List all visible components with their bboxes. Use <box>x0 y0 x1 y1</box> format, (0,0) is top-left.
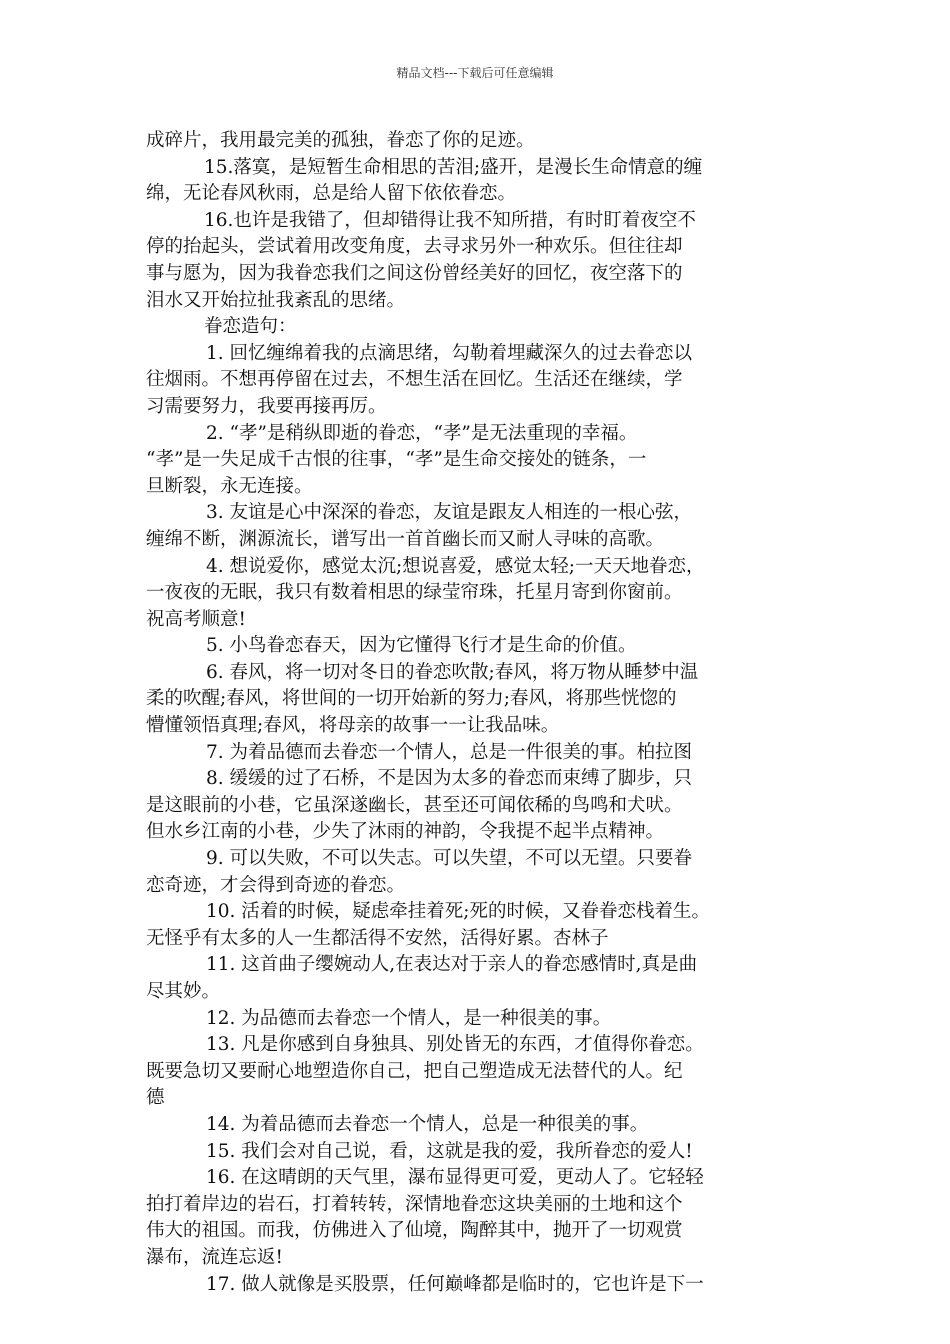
text-line: 5. 小鸟眷恋春天，因为它懂得飞行才是生命的价值。 <box>206 635 637 657</box>
text-line: 但水乡江南的小巷，少失了沐雨的神韵，令我提不起半点精神。 <box>146 821 665 843</box>
text-line: 往烟雨。不想再停留在过去，不想生活在回忆。生活还在继续，学 <box>146 369 683 391</box>
text-line: 3. 友谊是心中深深的眷恋，友谊是跟友人相连的一根心弦， <box>206 502 693 524</box>
text-line: 12. 为品德而去眷恋一个情人，是一种很美的事。 <box>206 1007 612 1029</box>
text-line: 祝高考顺意! <box>146 608 246 630</box>
text-line: 瀑布，流连忘返! <box>146 1246 283 1268</box>
text-line: 缠绵不断，渊源流长，谱写出一首首幽长而又耐人寻味的高歌。 <box>146 528 665 550</box>
text-line: 尽其妙。 <box>146 981 221 1002</box>
text-line: 拍打着岸边的岩石，打着转转，深情地眷恋这块美丽的土地和这个 <box>146 1193 683 1215</box>
text-line: 2. “孝”是稍纵即逝的眷恋，“孝”是无法重现的幸福。 <box>206 422 638 444</box>
text-line: 恋奇迹，才会得到奇迹的眷恋。 <box>146 874 406 896</box>
text-line: 6. 春风，将一切对冬日的眷恋吹散;春风，将万物从睡梦中温 <box>206 661 699 683</box>
text-line: 绵，无论春风秋雨，总是给人留下依依眷恋。 <box>146 183 517 205</box>
text-line: 9. 可以失败，不可以失志。可以失望，不可以无望。只要眷 <box>206 848 693 870</box>
text-line: 8. 缓缓的过了石桥，不是因为太多的眷恋而束缚了脚步，只 <box>206 768 693 790</box>
text-line: 一夜夜的无眠，我只有数着相思的绿莹帘珠，托星月寄到你窗前。 <box>146 582 683 604</box>
text-line: 10. 活着的时候，疑虑牵挂着死;死的时候，又眷眷恋栈着生。 <box>206 901 711 923</box>
text-line: 懵懂领悟真理;春风，将母亲的故事一一让我品味。 <box>146 715 560 737</box>
text-line: 泪水又开始拉扯我紊乱的思绪。 <box>146 289 406 311</box>
text-line: 13. 凡是你感到自身独具、别处皆无的东西，才值得你眷恋。 <box>206 1034 704 1056</box>
text-line: 4. 想说爱你，感觉太沉;想说喜爱，感觉太轻;一天天地眷恋， <box>206 555 705 577</box>
text-line: 既要急切又要耐心地塑造你自己，把自己塑造成无法替代的人。纪 <box>146 1060 683 1082</box>
text-line: 伟大的祖国。而我，仿佛进入了仙境，陶醉其中，抛开了一切观赏 <box>146 1220 683 1242</box>
text-line: 7. 为着品德而去眷恋一个情人，总是一件很美的事。柏拉图 <box>206 741 693 763</box>
text-line: 14. 为着品德而去眷恋一个情人，总是一种很美的事。 <box>206 1113 649 1135</box>
text-line: 1. 回忆缠绵着我的点滴思绪，勾勒着埋藏深久的过去眷恋以 <box>206 342 693 364</box>
text-line: “孝”是一失足成千古恨的往事，“孝”是生命交接处的链条，一 <box>146 449 647 471</box>
text-line: 习需要努力，我要再接再厉。 <box>146 395 387 417</box>
text-line: 旦断裂，永无连接。 <box>146 475 313 497</box>
text-line: 无怪乎有太多的人一生都活得不安然，活得好累。杏林子 <box>146 927 609 949</box>
text-line: 15. 我们会对自己说，看，这就是我的爱，我所眷恋的爱人! <box>206 1140 693 1162</box>
section-heading: 眷恋造句： <box>204 316 297 338</box>
text-line: 是这眼前的小巷，它虽深遂幽长，甚至还可闻依稀的鸟鸣和犬吠。 <box>146 794 683 816</box>
text-line: 17. 做人就像是买股票，任何巅峰都是临时的，它也许是下一 <box>206 1273 704 1295</box>
document-body <box>146 128 812 1298</box>
text-line: 11. 这首曲子缨婉动人,在表达对于亲人的眷恋感情时,真是曲 <box>206 954 698 976</box>
text-line: 事与愿为，因为我眷恋我们之间这份曾经美好的回忆，夜空落下的 <box>146 262 683 284</box>
page-header: 精品文档---下载后可任意编辑 <box>396 66 554 80</box>
text-line: 16.也许是我错了，但却错得让我不知所措，有时盯着夜空不 <box>204 209 696 231</box>
text-line: 15.落寞，是短暂生命相思的苦泪;盛开，是漫长生命情意的缠 <box>204 156 703 178</box>
text-line: 16. 在这晴朗的天气里，瀑布显得更可爱，更动人了。它轻轻 <box>206 1167 704 1189</box>
text-line: 柔的吹醒;春风，将世间的一切开始新的努力;春风，将那些恍惚的 <box>146 688 677 710</box>
text-line: 成碎片，我用最完美的孤独，眷恋了你的足迹。 <box>146 130 535 151</box>
text-line: 停的抬起头，尝试着用改变角度，去寻求另外一种欢乐。但往往却 <box>146 236 683 258</box>
text-line: 德 <box>146 1087 165 1109</box>
